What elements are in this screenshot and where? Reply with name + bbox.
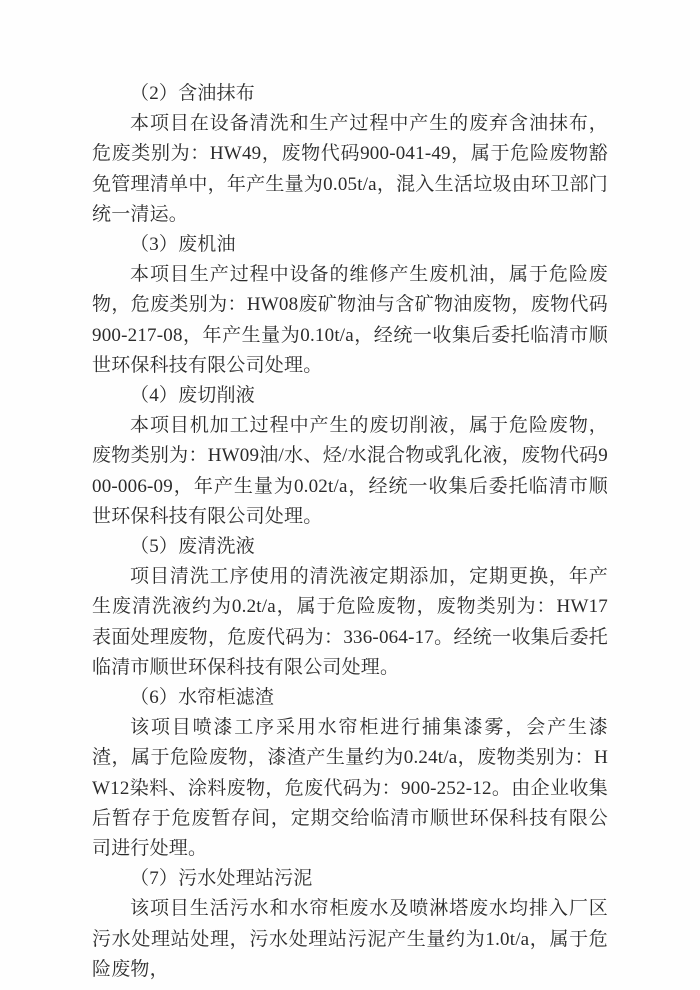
section-paragraph: 本项目机加工过程中产生的废切削液，属于危险废物，废物类别为：HW09油/水、烃/水混合物或乳化液，废物代码900-006-09，年产生量为0.02t/a，经统一收集后委托临清市顺世环保科技有限公司处理。 (92, 415, 608, 527)
document-content (92, 79, 608, 985)
section-heading: （2）含油抹布 (130, 83, 255, 104)
section-paragraph: 该项目生活污水和水帘柜废水及喷淋塔废水均排入厂区污水处理站处理，污水处理站污泥产生量约为1.0t/a，属于危险废物， (92, 898, 608, 980)
waste-section-engine-oil (92, 230, 608, 381)
section-heading: （3）废机油 (130, 234, 236, 256)
waste-section-cleaning-fluid (92, 532, 608, 683)
waste-section-water-curtain-residue (92, 683, 608, 864)
waste-section-cutting-fluid (92, 381, 608, 532)
section-paragraph: 项目清洗工序使用的清洗液定期添加，定期更换，年产生废清洗液约为0.2t/a，属于危险废物，废物类别为：HW17表面处理废物，危废代码为：336-064-17。经统一收集后委托临清市顺世环保科技有限公司处理。 (92, 566, 608, 678)
section-heading: （7）污水处理站污泥 (130, 868, 313, 890)
waste-section-oily-rags (92, 79, 608, 230)
section-paragraph: 该项目喷漆工序采用水帘柜进行捕集漆雾，会产生漆渣，属于危险废物，漆渣产生量约为0.24t/a，废物类别为：HW12染料、涂料废物，危废代码为：900-252-12。由企业收集后暂存于危废暂存间，定期交给临清市顺世环保科技有限公司进行处理。 (92, 717, 608, 860)
waste-section-sewage-sludge (92, 864, 608, 985)
section-heading: （4）废切削液 (130, 385, 255, 407)
section-heading: （6）水帘柜滤渣 (130, 687, 275, 709)
section-heading: （5）废清洗液 (130, 536, 255, 558)
section-paragraph: 本项目生产过程中设备的维修产生废机油，属于危险废物，危废类别为：HW08废矿物油与含矿物油废物，废物代码900-217-08，年产生量为0.10t/a，经统一收集后委托临清市顺世环保科技有限公司处理。 (92, 264, 608, 376)
section-paragraph: 本项目在设备清洗和生产过程中产生的废弃含油抹布，危废类别为：HW49，废物代码900-041-49，属于危险废物豁免管理清单中，年产生量为0.05t/a，混入生活垃圾由环卫部门统一清运。 (92, 113, 608, 225)
